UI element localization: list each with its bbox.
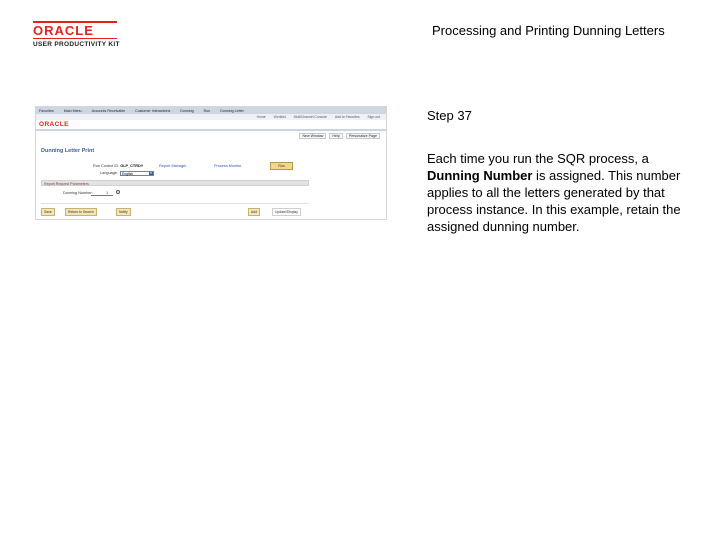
language-label: Language:	[100, 171, 118, 175]
breadcrumb-menu	[36, 107, 386, 114]
run-button[interactable]: Run	[270, 162, 293, 170]
dunning-number-input[interactable]	[91, 191, 113, 196]
document-title: Processing and Printing Dunning Letters	[432, 23, 665, 38]
util-link[interactable]: Add to Favorites	[334, 115, 360, 119]
util-link[interactable]: Sign out	[367, 115, 380, 119]
language-value: English	[122, 172, 134, 176]
return-to-search-button[interactable]: Return to Search	[65, 208, 97, 216]
util-link[interactable]: Worklist	[273, 115, 286, 119]
add-button[interactable]: Add	[248, 208, 260, 216]
run-control-field	[93, 164, 143, 168]
save-button[interactable]: Save	[41, 208, 55, 216]
header-divider	[36, 129, 386, 131]
process-monitor-link[interactable]: Process Monitor	[214, 164, 242, 168]
menu-item[interactable]: Dunning	[180, 108, 194, 113]
desc-part-2: is assigned. This number applies to all the letters generated by that process instance. In this example, retain the assigned dunning number.	[427, 168, 681, 234]
dunning-number-label: Dunning Number:	[63, 191, 93, 195]
application-screenshot	[35, 106, 387, 220]
personalize-link[interactable]: Personalize Page	[346, 133, 380, 139]
logo-subtitle: USER PRODUCTIVITY KIT	[33, 41, 120, 48]
menu-item[interactable]: Accounts Receivable	[91, 108, 126, 113]
step-number: Step 37	[427, 108, 472, 123]
update-display-button[interactable]: Update/Display	[272, 208, 301, 216]
desc-part-1: Each time you run the SQR process, a	[427, 151, 649, 166]
page-toolbar	[299, 133, 380, 139]
step-description	[427, 150, 682, 235]
run-control-label: Run Control ID:	[93, 164, 120, 168]
dunning-number-value: 1	[106, 191, 109, 195]
menu-item[interactable]: Customer Interactions	[135, 108, 171, 113]
utility-links	[36, 114, 386, 120]
util-link[interactable]: Home	[256, 115, 266, 119]
divider	[41, 203, 309, 204]
oracle-upk-logo	[33, 24, 123, 48]
logo-brand: ORACLE	[33, 24, 123, 37]
chevron-down-icon: ▾	[150, 171, 152, 175]
util-link[interactable]: MultiChannel Console	[293, 115, 327, 119]
new-window-link[interactable]: New Window	[299, 133, 326, 139]
report-manager-link[interactable]: Report Manager	[159, 164, 187, 168]
menu-item[interactable]: Run	[203, 108, 211, 113]
language-select[interactable]	[120, 171, 154, 176]
menu-item[interactable]: Dunning Letter	[220, 108, 244, 113]
app-logo: ORACLE	[39, 121, 69, 128]
run-control-value: GLP_CTRDY	[120, 164, 144, 168]
notify-button[interactable]: Notify	[116, 208, 131, 216]
menu-item[interactable]: Main Menu	[63, 108, 82, 113]
menu-item[interactable]: Favorites	[39, 108, 54, 113]
desc-highlight: Dunning Number	[427, 168, 533, 183]
page-title: Dunning Letter Print	[41, 148, 95, 154]
section-header: Report Request Parameters	[41, 180, 309, 186]
help-link[interactable]: Help	[329, 133, 342, 139]
lookup-icon[interactable]	[116, 190, 120, 194]
